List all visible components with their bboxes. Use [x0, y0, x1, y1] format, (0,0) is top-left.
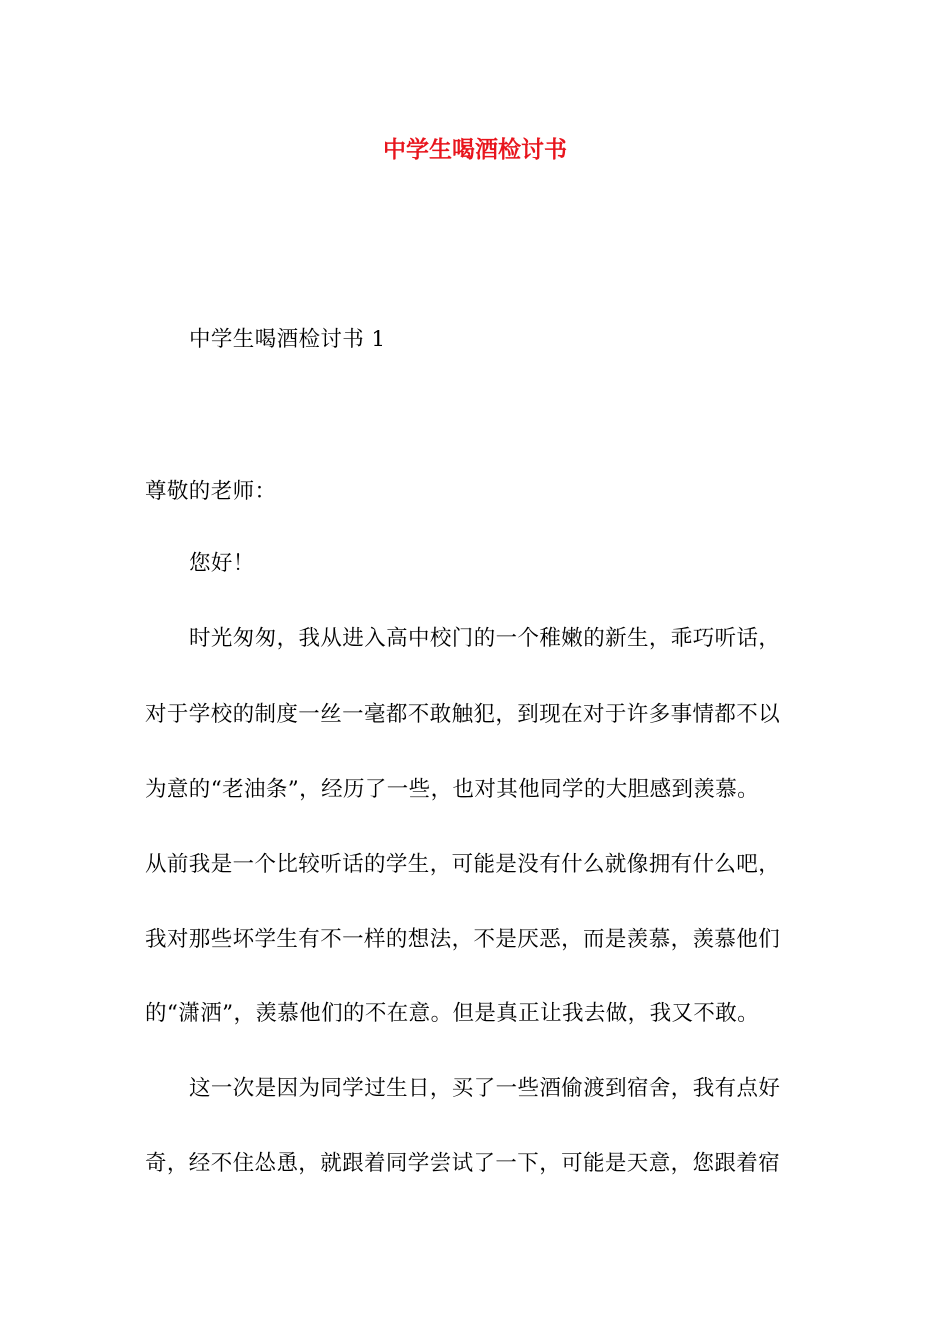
- paragraph-line: 的“潇洒”，羡慕他们的不在意。但是真正让我去做，我又不敢。: [145, 1001, 760, 1026]
- document-title: 中学生喝酒检讨书: [383, 136, 567, 163]
- greeting: 您好！: [189, 551, 255, 576]
- paragraph-line: 奇，经不住怂恿，就跟着同学尝试了一下，可能是天意，您跟着宿: [145, 1151, 781, 1176]
- paragraph-line: 从前我是一个比较听话的学生，可能是没有什么就像拥有什么吧，: [145, 852, 781, 877]
- section-heading: 中学生喝酒检讨书 1: [189, 327, 386, 352]
- salutation: 尊敬的老师：: [145, 479, 277, 504]
- paragraph-line: 这一次是因为同学过生日，买了一些酒偷渡到宿舍，我有点好: [189, 1076, 781, 1101]
- paragraph-line: 我对那些坏学生有不一样的想法，不是厌恶，而是羡慕，羡慕他们: [145, 927, 781, 952]
- paragraph-line: 时光匆匆，我从进入高中校门的一个稚嫩的新生，乖巧听话，: [189, 626, 781, 651]
- paragraph-line: 为意的“老油条”，经历了一些，也对其他同学的大胆感到羡慕。: [145, 777, 760, 802]
- paragraph-line: 对于学校的制度一丝一毫都不敢触犯，到现在对于许多事情都不以: [145, 702, 781, 727]
